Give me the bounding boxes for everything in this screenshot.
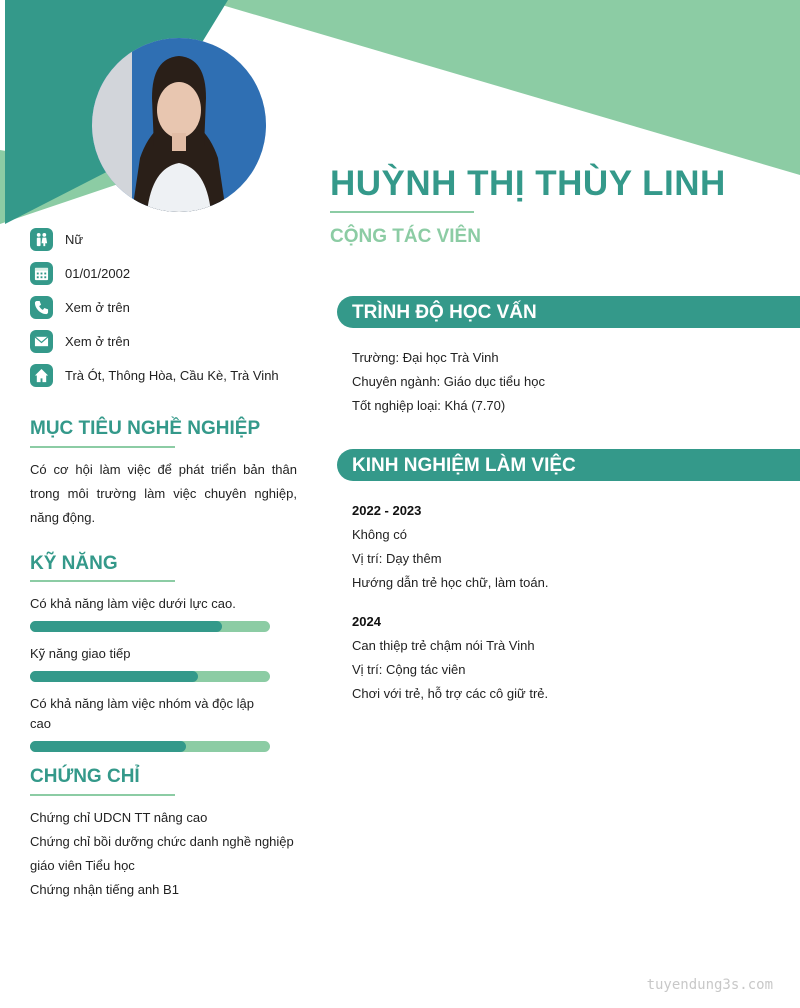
skill-item	[30, 694, 270, 744]
skill-item	[30, 644, 270, 694]
education-item: Chuyên ngành: Giáo dục tiểu học	[352, 374, 545, 389]
job-company: Can thiệp trẻ chậm nói Trà Vinh	[352, 638, 535, 653]
name-underline	[330, 211, 474, 213]
objective-heading: MỤC TIÊU NGHỀ NGHIỆP	[30, 418, 261, 439]
skills-heading: KỸ NĂNG	[30, 553, 118, 574]
contact-list	[30, 222, 310, 392]
contact-phone	[30, 290, 310, 324]
skill-bar-fill	[30, 621, 222, 632]
skills-underline	[30, 580, 175, 582]
job-title: CỘNG TÁC VIÊN	[330, 226, 481, 247]
candidate-name: HUỲNH THỊ THÙY LINH	[330, 164, 726, 203]
email-text: Xem ở trên	[65, 333, 130, 349]
certificate-item: Chứng chỉ bồi dưỡng chức danh nghề nghiệp giáo viên Tiểu học	[30, 834, 294, 873]
certificate-item: Chứng chỉ UDCN TT nâng cao	[30, 810, 208, 825]
objective-text: Có cơ hội làm việc để phát triển bản thân trong môi trường làm việc chuyên nghiệp, năng động.	[30, 462, 297, 525]
skill-bar	[30, 621, 270, 632]
job-description: Hướng dẫn trẻ học chữ, làm toán.	[352, 575, 549, 590]
education-banner	[337, 296, 800, 328]
skill-item	[30, 594, 270, 644]
job-description: Chơi với trẻ, hỗ trợ các cô giữ trẻ.	[352, 686, 549, 701]
education-heading: TRÌNH ĐỘ HỌC VẤN	[352, 302, 537, 323]
certificates-heading: CHỨNG CHỈ	[30, 766, 140, 787]
job-period: 2024	[352, 614, 381, 629]
objective-underline	[30, 446, 175, 448]
experience-banner	[337, 449, 800, 481]
email-icon	[30, 330, 53, 353]
contact-address	[30, 358, 310, 392]
address-text: Trà Ót, Thông Hòa, Cầu Kè, Trà Vinh	[65, 367, 279, 383]
education-item: Trường: Đại học Trà Vinh	[352, 350, 499, 365]
certificates-underline	[30, 794, 175, 796]
skill-bar-fill	[30, 741, 186, 752]
contact-birthday	[30, 256, 310, 290]
job-position: Vị trí: Cộng tác viên	[352, 662, 466, 677]
education-list	[352, 346, 545, 418]
job-company: Không có	[352, 527, 407, 542]
skills-list	[30, 594, 270, 744]
gender-icon	[30, 228, 53, 251]
profile-photo	[92, 38, 266, 212]
skill-label: Có khả năng làm việc nhóm và độc lập cao	[30, 696, 255, 731]
skill-label: Kỹ năng giao tiếp	[30, 646, 131, 661]
skill-bar	[30, 671, 270, 682]
education-item: Tốt nghiệp loại: Khá (7.70)	[352, 398, 506, 413]
certificate-item: Chứng nhận tiếng anh B1	[30, 882, 179, 897]
phone-text: Xem ở trên	[65, 299, 130, 315]
skill-label: Có khả năng làm việc dưới lực cao.	[30, 596, 236, 611]
certificates-list	[30, 806, 305, 902]
gender-text: Nữ	[65, 231, 84, 247]
contact-email	[30, 324, 310, 358]
skill-bar-fill	[30, 671, 198, 682]
job-entry	[352, 610, 782, 706]
birthday-text: 01/01/2002	[65, 265, 131, 281]
job-position: Vị trí: Dạy thêm	[352, 551, 442, 566]
home-icon	[30, 364, 53, 387]
calendar-icon	[30, 262, 53, 285]
experience-heading: KINH NGHIỆM LÀM VIỆC	[352, 455, 576, 476]
job-period: 2022 - 2023	[352, 503, 422, 518]
phone-icon	[30, 296, 53, 319]
skill-bar	[30, 741, 270, 752]
watermark: tuyendung3s.com	[646, 977, 773, 993]
job-entry	[352, 499, 782, 595]
contact-gender	[30, 222, 310, 256]
experience-list	[352, 499, 782, 721]
